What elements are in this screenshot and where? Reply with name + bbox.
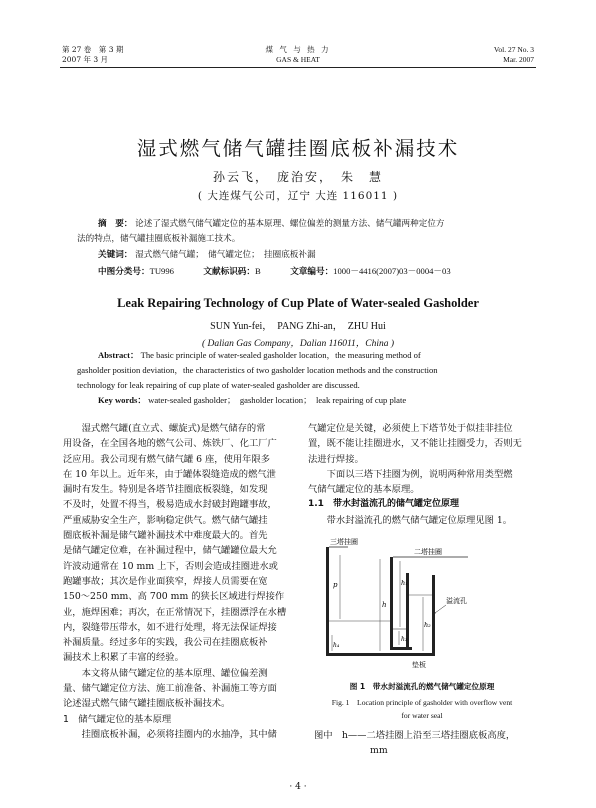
- section-heading-1: 1 储气罐定位的基本原理: [63, 713, 172, 725]
- text-line: 法进行焊接。: [308, 453, 364, 465]
- abstract-en: [98, 348, 538, 363]
- abstract-cn-cont: 法的特点，储气罐挂圈底板补漏施工技术。: [77, 234, 241, 244]
- article-no-label: 文章编号：: [290, 267, 334, 277]
- page-title-en: Leak Repairing Technology of Cup Plate of Water-sealed Gasholder: [117, 296, 479, 310]
- continued-paragraph: [308, 421, 536, 467]
- pad-plate: [390, 647, 412, 650]
- affiliation-cn: ( 大连煤气公司，辽宁 大连 116011 ): [197, 190, 399, 202]
- authors-en: SUN Yun-fei， PANG Zhi-an， ZHU Hui: [210, 321, 386, 332]
- page-number: · 4 ·: [289, 782, 307, 792]
- affiliation-en: ( Dalian Gas Company，Dalian 116011，China ): [201, 339, 395, 349]
- header-right: [494, 45, 534, 65]
- text-line: 业，施焊困难；再次，在正常情况下，挂圈漂浮在水槽: [63, 606, 287, 618]
- sym-h4: h₄: [333, 642, 340, 649]
- text-line: 漏技术上积累了丰富的经验。: [63, 652, 184, 664]
- left-column: [63, 421, 289, 742]
- section-heading-1-1: 1.1 带水封溢流孔的储气罐定位原理: [308, 499, 459, 510]
- sym-h3: h₃: [401, 636, 408, 643]
- overflow-leader: [435, 605, 446, 613]
- text-line: 是储气罐定位难，在补漏过程中，储气罐罐位最大允: [63, 545, 277, 557]
- sym-h2: h₂: [424, 621, 431, 629]
- header-rule: [60, 67, 536, 68]
- text-line: 气储气罐定位的基本原理。: [308, 484, 420, 496]
- label-overflow-hole: 溢流孔: [446, 597, 467, 605]
- doc-code-label: 文献标识码：: [203, 267, 255, 277]
- header-volume-cn: 第 27 卷 第 3 期: [62, 45, 124, 54]
- text-line: 湿式燃气罐(直立式、螺旋式)是燃气储存的常: [81, 423, 266, 434]
- text-line: 内，裂缝带压带水，如不进行处理，将无法保证焊接: [63, 621, 277, 633]
- example-paragraph: [308, 467, 536, 498]
- text-line: 论述湿式燃气储气罐挂圈底板补漏技术。: [63, 698, 231, 710]
- section1-paragraph: 挂圈底板补漏，必须将挂圈内的水抽净，其中储: [81, 728, 277, 740]
- label-second-tier: 二塔挂圈: [414, 548, 442, 556]
- figure-1-caption-en: [308, 696, 536, 722]
- keywords-cn-text: 湿式燃气储气罐； 储气罐定位； 挂圈底板补漏: [135, 250, 316, 260]
- text-line: 用设备，在全国各地的燃气公司、炼铁厂、化工厂广: [63, 438, 277, 450]
- abstract-cn-line1: 论述了湿式燃气储气罐定位的基本原理、螺位偏差的测量方法、储气罐两种定位方: [135, 219, 445, 229]
- right-column: [308, 421, 536, 528]
- cup-plate: [326, 653, 434, 656]
- header-date-cn: 2007 年 3 月: [62, 55, 109, 64]
- abstract-en-line3: technology for leak repairing of cup plate of water-sealed gasholder are discussed.: [77, 380, 360, 390]
- text-line: 跑罐事故；其次是作业面狭窄，焊接人员需要在宽: [63, 575, 268, 587]
- article-no-value: 1000－4416(2007)03－0004－03: [333, 266, 451, 276]
- text-line: 量、储气罐定位方法、施工前准备、补漏施工等方面: [63, 683, 277, 695]
- authors-cn: 孙云飞， 庞治安， 朱 慧: [212, 170, 383, 184]
- abstract-cn-label: 摘 要：: [98, 219, 133, 229]
- text-line: 不及时，处置不得当，极易造成水封破封跑罐事故，: [63, 499, 277, 511]
- overflow-hole-marker: [433, 612, 436, 615]
- second-tier-wall: [390, 557, 393, 649]
- text-line: 置，既不能让挂圈进水，又不能让挂圈受力，否则无: [308, 438, 522, 450]
- text-line: 下面以三塔下挂圈为例，说明两种常用类型燃: [326, 468, 513, 480]
- classification-line: [98, 264, 451, 280]
- page-title-cn: 湿式燃气储气罐挂圈底板补漏技术: [136, 137, 460, 160]
- text-line: 本文将从储气罐定位的基本原理、罐位偏差测: [81, 667, 268, 679]
- header-date-en: Mar. 2007: [503, 55, 534, 64]
- text-line: 圈底板补漏是储气罐补漏技术中难度最大的。首先: [63, 530, 268, 542]
- keywords-en-label: Key words：: [98, 395, 146, 405]
- third-tier-wall: [326, 547, 329, 655]
- figure-reference-paragraph: 带水封溢流孔的燃气储气罐定位原理见图 1。: [326, 514, 513, 526]
- abstract-en-line2: gasholder position deviation，the characteristics of two gasholder location methods and the construction: [77, 365, 438, 375]
- sym-h: h: [382, 601, 387, 609]
- cup-outer-wall: [432, 575, 435, 656]
- text-line: 严重威胁安全生产，影响稳定供气。燃气储气罐挂: [63, 514, 268, 526]
- overview-paragraph: [63, 666, 289, 712]
- sym-p: p: [333, 581, 338, 589]
- text-line: 泛应用。我公司现有燃气储气罐 6 座，使用年限多: [63, 453, 271, 465]
- figure-1-caption-cn: 图 1 带水封溢流孔的燃气储气罐定位原理: [349, 682, 495, 691]
- legend-unit: mm: [370, 745, 388, 757]
- abstract-en-label: Abstract：: [98, 350, 139, 360]
- label-third-tier: 三塔挂圈: [330, 538, 358, 546]
- text-line: 漏时有发生。特别是各塔节挂圈底板裂缝，如发现: [63, 484, 268, 496]
- text-line: 补漏质量。经过多年的实践，我公司在挂圈底板补: [63, 637, 268, 649]
- keywords-cn-label: 关键词：: [98, 250, 133, 260]
- sym-h1: h₁: [401, 579, 408, 587]
- text-line: 气罐定位是关键，必须使上下塔节处于似挂非挂位: [308, 423, 513, 434]
- caption-en-line2: for water seal: [401, 711, 443, 720]
- figure-legend: [314, 728, 536, 759]
- header-journal-en: GAS & HEAT: [276, 55, 320, 64]
- text-line: 在 10 年以上。近年来，由于罐体裂缝造成的燃气泄: [63, 468, 276, 480]
- text-line: 许波动通常在 10 mm 上下，否则会造成挂圈进水或: [63, 560, 278, 572]
- intro-paragraph: [63, 421, 289, 666]
- label-pad-plate: 垫板: [412, 661, 426, 669]
- abstract-cn: [98, 217, 530, 232]
- keywords-cn: [98, 248, 316, 263]
- keywords-en: [98, 393, 406, 408]
- clc-label: 中图分类号：: [98, 267, 150, 277]
- header-journal-cn: 煤 气 与 热 力: [265, 45, 331, 54]
- text-line: 150～250 mm、高 700 mm 的狭长区域进行焊接作: [63, 591, 285, 603]
- header-volume-en: Vol. 27 No. 3: [493, 45, 534, 54]
- clc-value: TU996: [149, 266, 174, 276]
- keywords-en-text: water-sealed gasholder； gasholder location； leak repairing of cup plate: [148, 395, 407, 405]
- figure-1-diagram: [318, 535, 528, 675]
- legend-line: 图中 h——二塔挂圈上沿至三塔挂圈底板高度，: [314, 730, 516, 741]
- doc-code-value: B: [254, 266, 261, 276]
- caption-en-line1: Fig. 1 Location principle of gasholder with overflow vent: [331, 698, 513, 707]
- abstract-en-line1: The basic principle of water-sealed gasholder location，the measuring method of: [140, 350, 421, 360]
